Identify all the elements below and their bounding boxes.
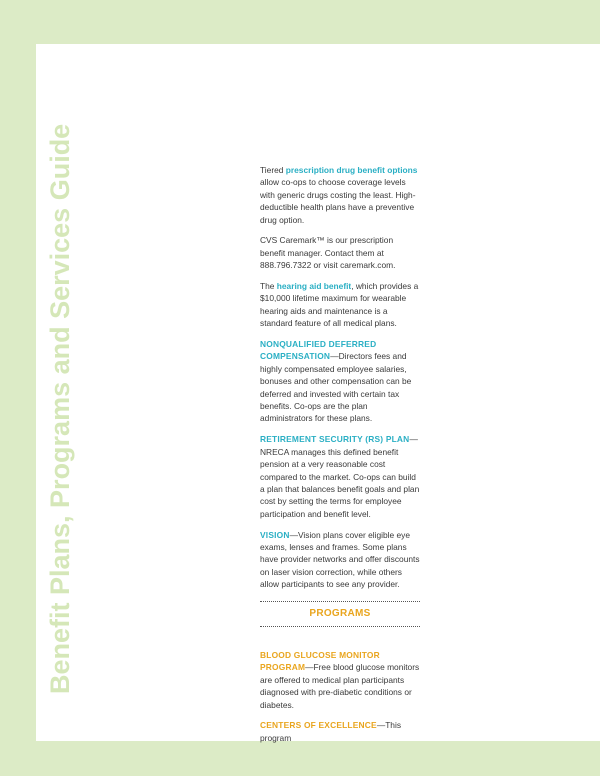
paragraph-text: , which provides a $10,000 lifetime maximum for wearable hearing aids and maintenance is a standard feature of all medical plans. [260,281,419,329]
vision-heading: VISION [260,529,290,540]
paragraph-centers-of-excellence [260,719,420,744]
retirement-security-heading: RETIREMENT SECURITY (RS) PLAN [260,434,410,445]
paragraph-text: — NRECA manages this defined benefit pension at a very reasonable cost compared to the market. Co-ops can build a plan that balances benefit goals and plan cost by setting the terms for employee participation and benefit level. [260,434,420,519]
programs-section-header [260,601,420,627]
page [36,44,600,741]
sidebar-title: Benefit Plans, Programs and Services Guide [45,123,75,694]
paragraph-text: —This program [260,720,402,743]
divider-bottom [260,626,420,627]
paragraph-prescription [260,164,420,226]
paragraph-blood-glucose [260,649,420,711]
paragraph-text: The [260,281,277,292]
paragraph-retirement-security [260,433,420,520]
paragraph-text: allow co-ops to choose coverage levels with generic drugs costing the least. High-deductible health plans have a preventive drug option. [260,177,416,225]
paragraph-cvs [260,234,420,271]
blood-glucose-heading: BLOOD GLUCOSE MONITOR PROGRAM [260,649,380,673]
centers-of-excellence-heading: CENTERS OF EXCELLENCE [260,720,377,731]
deferred-compensation-heading: NONQUALIFIED DEFERRED COMPENSATION [260,339,377,362]
programs-title: PROGRAMS [309,607,371,619]
paragraph-deferred-compensation [260,338,420,425]
hearing-aid-link[interactable]: hearing aid benefit [276,281,352,292]
content-column [260,164,420,753]
paragraph-text: Tiered [260,165,286,175]
paragraph-text: —Free blood glucose monitors are offered to medical plan participants diagnosed with pre-diabetic conditions or diabetes. [260,662,420,710]
paragraph-hearing-aid [260,280,420,330]
prescription-link[interactable]: prescription drug benefit options [285,165,418,175]
paragraph-text: —Directors fees and highly compensated employee salaries, bonuses and other compensation can be deferred and invested with certain tax benefits. Co-ops are the plan administrators for these plans. [260,351,412,424]
paragraph-vision [260,529,420,591]
divider-top [260,601,420,602]
paragraph-text: —Vision plans cover eligible eye exams, lenses and frames. Some plans have provider networks and offer discounts on laser vision correction, while others allow participants to see any provider. [260,529,420,590]
paragraph-text: CVS Caremark™ is our prescription benefit manager. Contact them at 888.796.7322 or visit caremark.com. [260,235,396,271]
